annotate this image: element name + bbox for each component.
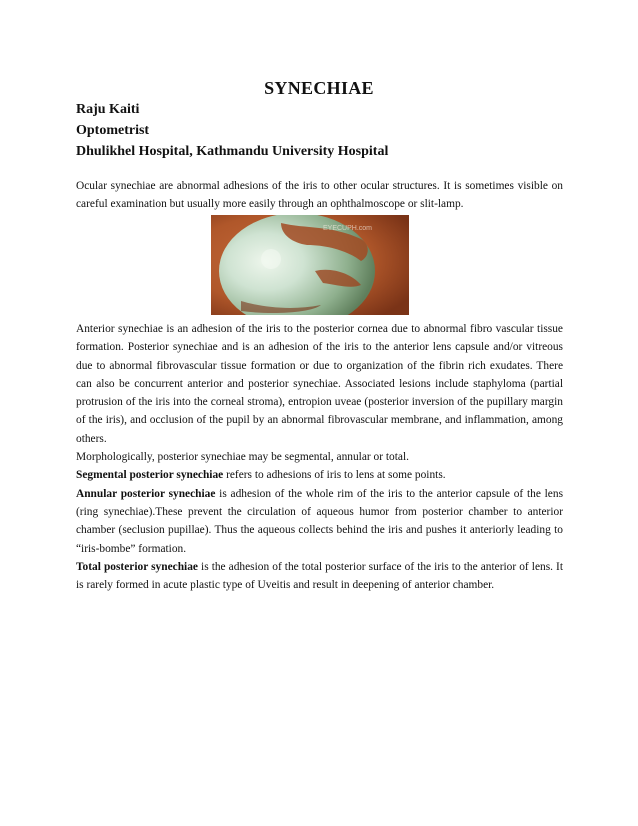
author-role: Optometrist — [76, 123, 150, 138]
document-title: SYNECHIAE — [264, 78, 374, 98]
light-reflex — [261, 249, 281, 269]
segmental-definition: refers to adhesions of iris to lens at some points. — [223, 469, 446, 482]
author-name: Raju Kaiti — [76, 102, 140, 117]
annular-definition: is adhesion of the whole rim of the iris to the anterior capsule of the lens (ring synechiae).These prevent the circulation of aqueous humor from posterior chamber to anterior chamber (seclusion pupillae). Thus the aqueous collects behind the iris and pushes it anteriorly leading to “iris-bombe” formation. — [76, 487, 563, 555]
total-term: Total posterior synechiae — [76, 560, 198, 573]
annular-term: Annular posterior synechiae — [76, 487, 216, 500]
total-paragraph — [76, 558, 563, 595]
body-text — [76, 320, 563, 594]
anterior-synechiae-paragraph: Anterior synechiae is an adhesion of the iris to the posterior cornea due to abnormal fibro vascular tissue formation. Posterior synechiae and is an adhesion of the iris to the anterior lens capsule and/or vitreous due to abnormal fibrovascular tissue formation or due to organization of the fibrin rich exudates. There can also be concurrent anterior and posterior synechiae. Associated lesions include staphyloma (partial protrusion of the iris into the corneal stroma), entropion uveae (posterior inversion of the pupillary margin of the iris), and occlusion of the pupil by an abnormal fibrovascular membrane, and inflammation, among others. — [76, 323, 563, 445]
synechiae-eye-photo — [211, 215, 409, 315]
eye-illustration — [211, 215, 409, 315]
segmental-paragraph — [76, 466, 563, 484]
annular-paragraph — [76, 485, 563, 558]
author-block — [76, 99, 388, 162]
segmental-term: Segmental posterior synechiae — [76, 469, 224, 482]
image-watermark: EYECUPH.com — [323, 225, 373, 232]
total-definition: is the adhesion of the total posterior surface of the iris to the anterior of lens. It is rarely formed in acute plastic type of Uveitis and result in deepening of anterior chamber. — [76, 560, 563, 592]
author-affiliation: Dhulikhel Hospital, Kathmandu University Hospital — [76, 144, 389, 159]
intro-paragraph: Ocular synechiae are abnormal adhesions of the iris to other ocular structures. It is sometimes visible on careful examination but usually more easily through an ophthalmoscope or slit-lamp. — [76, 180, 563, 210]
morphology-sentence: Morphologically, posterior synechiae may be segmental, annular or total. — [76, 451, 409, 464]
